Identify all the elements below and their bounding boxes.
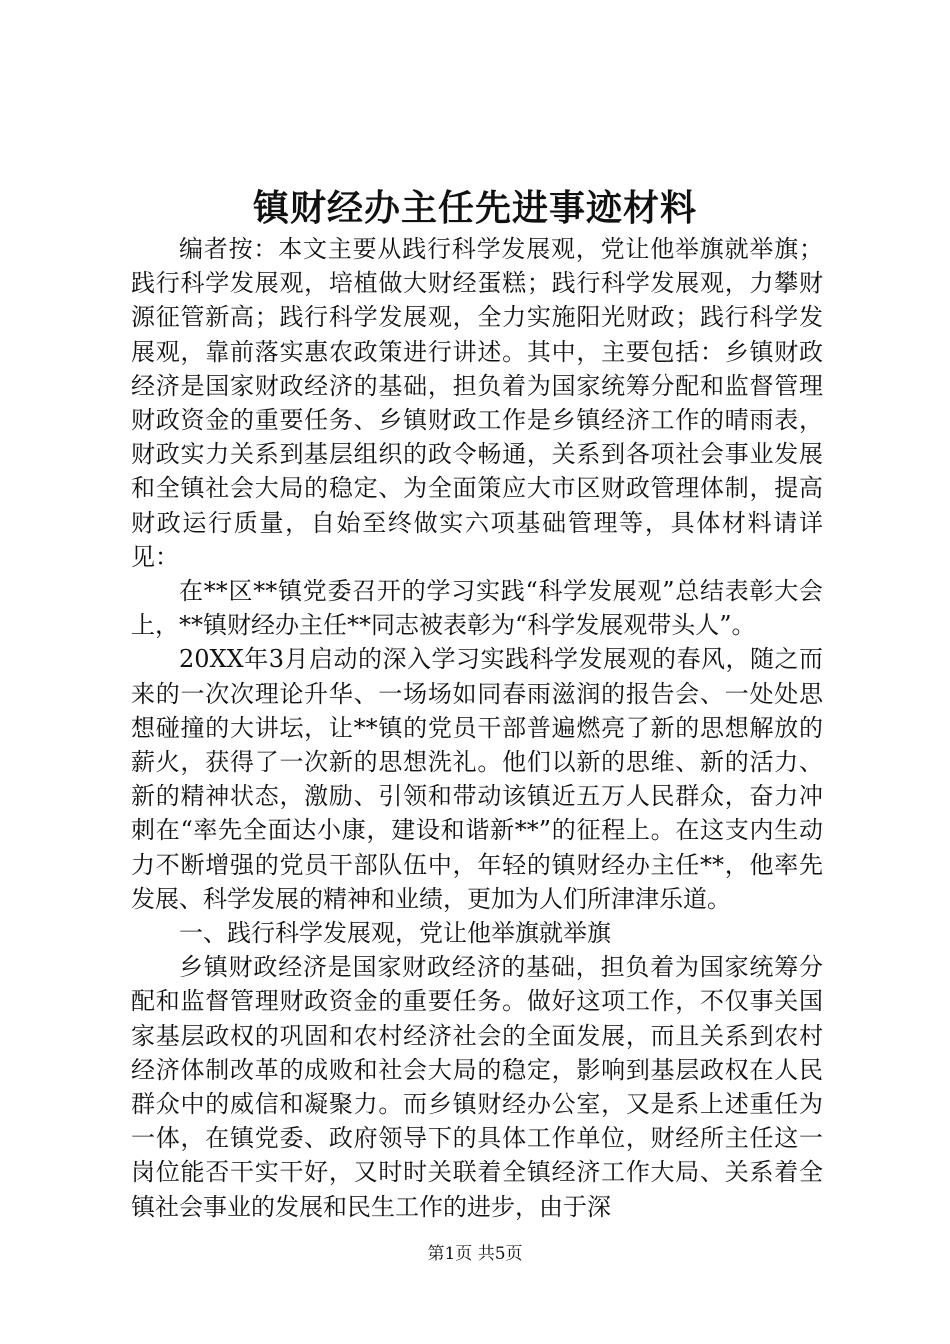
paragraph-award: 在**区**镇党委召开的学习实践“科学发展观”总结表彰大会上，**镇财经办主任**同志被表彰为“科学发展观带头人”。	[131, 577, 823, 640]
paragraph-editor-note: 编者按：本文主要从践行科学发展观，党让他举旗就举旗；践行科学发展观，培植做大财经蛋糕；践行科学发展观，力攀财源征管新高；践行科学发展观，全力实施阳光财政；践行科学发展观，靠前落实惠农政策进行讲述。其中，主要包括：乡镇财政经济是国家财政经济的基础，担负着为国家统筹分配和监督管理财政资金的重要任务、乡镇财政工作是乡镇经济工作的晴雨表，财政实力关系到基层组织的政令畅通，关系到各项社会事业发展和全镇社会大局的稳定、为全面策应大市区财政管理体制，提高财政运行质量，自始至终做实六项基础管理等，具体材料请详见：	[131, 235, 823, 571]
paragraph-section-1: 乡镇财政经济是国家财政经济的基础，担负着为国家统筹分配和监督管理财政资金的重要任务。做好这项工作，不仅事关国家基层政权的巩固和农村经济社会的全面发展，而且关系到农村经济体制改革的成败和社会大局的稳定，影响到基层政权在人民群众中的威信和凝聚力。而乡镇财经办公室，又是系上述重任为一体，在镇党委、政府领导下的具体工作单位，财经所主任这一岗位能否干实干好，又时时关联着全镇经济工作大局、关系着全镇社会事业的发展和民生工作的进步，由于深	[131, 953, 823, 1221]
document-body	[131, 232, 823, 1224]
paragraph-intro: 20XX年3月启动的深入学习实践科学发展观的春风，随之而来的一次次理论升华、一场场如同春雨滋润的报告会、一处处思想碰撞的大讲坛，让**镇的党员干部普遍燃亮了新的思想解放的薪火，获得了一次新的思想洗礼。他们以新的思维、新的活力、新的精神状态，激励、引领和带动该镇近五万人民群众，奋力冲刺在“率先全面达小康，建设和谐新**”的征程上。在这支内生动力不断增强的党员干部队伍中，年轻的镇财经办主任**，他率先发展、科学发展的精神和业绩，更加为人们所津津乐道。	[131, 645, 823, 913]
page-footer: 第1页 共5页	[427, 1244, 523, 1264]
section-heading-1: 一、践行科学发展观，党让他举旗就举旗	[179, 919, 611, 948]
document-title: 镇财经办主任先进事迹材料	[252, 187, 697, 229]
